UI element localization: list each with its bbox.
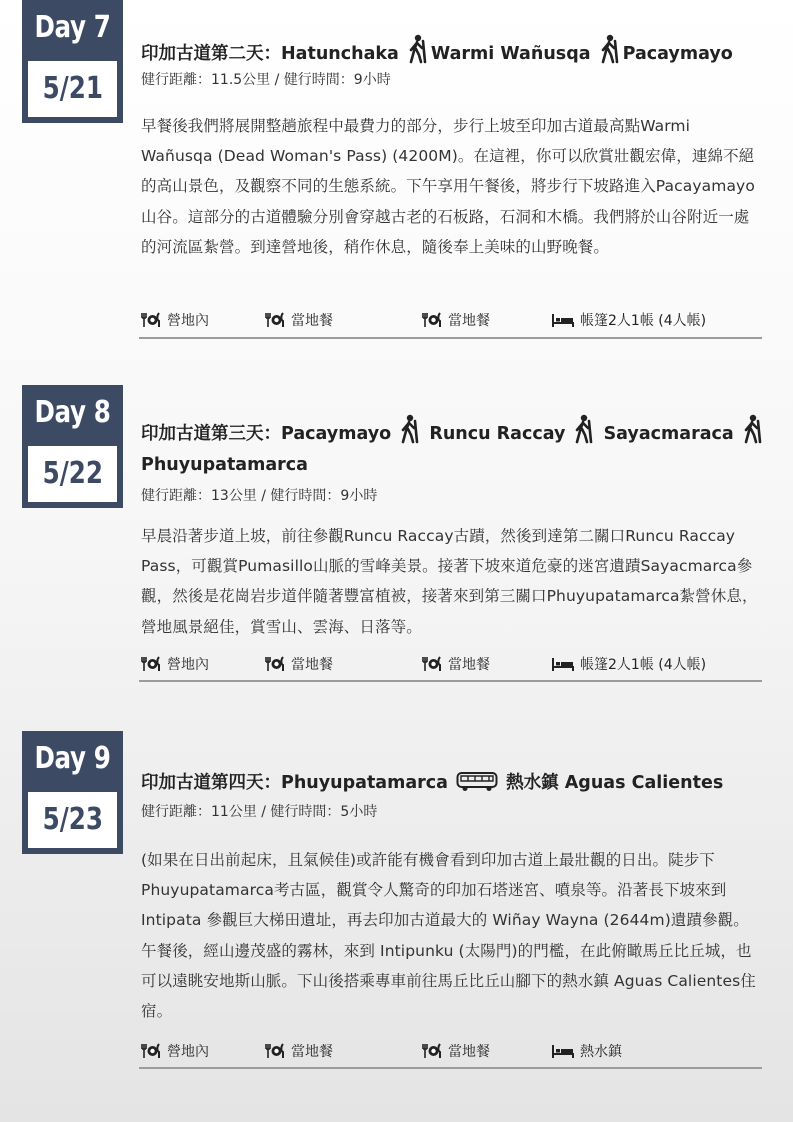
meal-item <box>141 311 209 331</box>
day-date-text: 5/23 <box>42 802 103 837</box>
day-label: Day 7 <box>34 10 111 45</box>
bed-icon <box>552 656 574 672</box>
day-date-text: 5/22 <box>42 456 103 491</box>
day-title <box>141 34 733 71</box>
day-badge <box>22 385 123 508</box>
day-date <box>28 792 117 848</box>
meal-item <box>141 655 209 675</box>
meal-item <box>265 1042 333 1062</box>
utensils-icon <box>422 656 442 672</box>
day-label: Day 8 <box>34 395 111 430</box>
utensils-icon <box>265 312 285 328</box>
day-badge <box>22 731 123 854</box>
day-footer <box>141 311 763 331</box>
accommodation-item <box>552 1042 622 1062</box>
meal-item <box>265 311 333 331</box>
day-subtitle: 健行距離：13公里 / 健行時間：9小時 <box>141 488 378 504</box>
utensils-icon <box>141 1043 161 1059</box>
day-description: 早晨沿著步道上坡，前往參觀Runcu Raccay古蹟，然後到達第二關口Runcu Raccay Pass，可觀賞Pumasillo山脈的雪峰美景。接著下坡來道危豪的迷宮遺蹟Sayacmarca參觀，然後是花崗岩步道伴隨著豐富植被，接著來到第三關口Phuyupatamarca紮營休息，營地風景絕佳，賞雪山、雲海、日落等。 <box>141 527 758 636</box>
bus-icon <box>456 771 498 793</box>
section-divider <box>139 1067 762 1069</box>
meal-label: 營地內 <box>167 1044 209 1060</box>
meal-item <box>422 1042 490 1062</box>
day-date-text: 5/21 <box>42 71 103 106</box>
accommodation-label: 帳篷2人1帳 (4人帳) <box>580 313 707 329</box>
title-part: 印加古道第四天：Phuyupatamarca <box>141 773 448 793</box>
accommodation-label: 帳篷2人1帳 (4人帳) <box>580 657 707 673</box>
title-part: Runcu Raccay <box>429 424 566 444</box>
meal-label: 當地餐 <box>291 313 333 329</box>
meal-label: 當地餐 <box>448 1044 490 1060</box>
title-part: Sayacmaraca <box>603 424 734 444</box>
accommodation-item <box>552 655 706 675</box>
day-title-line2: Phuyupatamarca <box>141 455 308 475</box>
meal-item <box>422 311 490 331</box>
day-subtitle: 健行距離：11公里 / 健行時間：5小時 <box>141 804 378 820</box>
utensils-icon <box>422 1043 442 1059</box>
utensils-icon <box>265 656 285 672</box>
meal-label: 當地餐 <box>291 1044 333 1060</box>
day-title <box>141 766 723 800</box>
meal-item <box>265 655 333 675</box>
meal-label: 當地餐 <box>448 313 490 329</box>
hiker-icon <box>399 414 421 444</box>
accommodation-label: 熱水鎮 <box>580 1044 622 1060</box>
title-part: 熱水鎮 Aguas Calientes <box>506 773 724 793</box>
bed-icon <box>552 312 574 328</box>
day-footer <box>141 1042 763 1062</box>
section-divider <box>139 337 762 339</box>
meal-label: 當地餐 <box>448 657 490 673</box>
title-part: Warmi Wañusqa <box>430 44 591 64</box>
day-title <box>141 414 766 451</box>
hiker-icon <box>407 34 429 64</box>
day-label: Day 9 <box>34 741 111 776</box>
section-divider <box>139 680 762 682</box>
title-part: 印加古道第二天：Hatunchaka <box>141 44 399 64</box>
meal-label: 當地餐 <box>291 657 333 673</box>
bed-icon <box>552 1043 574 1059</box>
utensils-icon <box>422 312 442 328</box>
day-badge <box>22 0 123 123</box>
accommodation-item <box>552 311 706 331</box>
utensils-icon <box>141 656 161 672</box>
day-description: 早餐後我們將展開整趟旅程中最費力的部分，步行上坡至印加古道最高點Warmi Wañusqa (Dead Woman's Pass) (4200M)。在這裡，你可以欣賞壯觀宏偉，連綿不絕的高山景色，及觀察不同的生態系統。下午享用午餐後，將步行下坡路進入Pacayamayo山谷。這部分的古道體驗分別會穿越古老的石板路，石洞和木橋。我們將於山谷附近一處的河流區紮營。到達營地後，稍作休息，隨後奉上美味的山野晚餐。 <box>141 117 755 256</box>
meal-label: 營地內 <box>167 657 209 673</box>
hiker-icon <box>599 34 621 64</box>
hiker-icon <box>573 414 595 444</box>
day-description: (如果在日出前起床，且氣候佳)或許能有機會看到印加古道上最壯觀的日出。陡步下 Phuyupatamarca考古區，觀賞令人驚奇的印加石塔迷宮、噴泉等。沿著長下坡來到Intipata 參觀巨大梯田遺址，再去印加古道最大的 Wiñay Wayna (2644m)遺蹟參觀。午餐後，經山邊茂盛的霧林，來到 Intipunku (太陽門)的門檻，在此俯瞰馬丘比丘城，也可以遠眺安地斯山脈。下山後搭乘專車前往馬丘比丘山腳下的熱水鎮 Aguas Calientes住宿。 <box>141 851 756 1021</box>
meal-item <box>141 1042 209 1062</box>
meal-item <box>422 655 490 675</box>
title-part: 印加古道第三天：Pacaymayo <box>141 424 392 444</box>
title-part: Pacaymayo <box>622 44 733 64</box>
day-date <box>28 61 117 117</box>
day-footer <box>141 655 763 675</box>
utensils-icon <box>265 1043 285 1059</box>
hiker-icon <box>742 414 764 444</box>
day-date <box>28 446 117 502</box>
utensils-icon <box>141 312 161 328</box>
day-subtitle: 健行距離：11.5公里 / 健行時間：9小時 <box>141 72 391 88</box>
meal-label: 營地內 <box>167 313 209 329</box>
